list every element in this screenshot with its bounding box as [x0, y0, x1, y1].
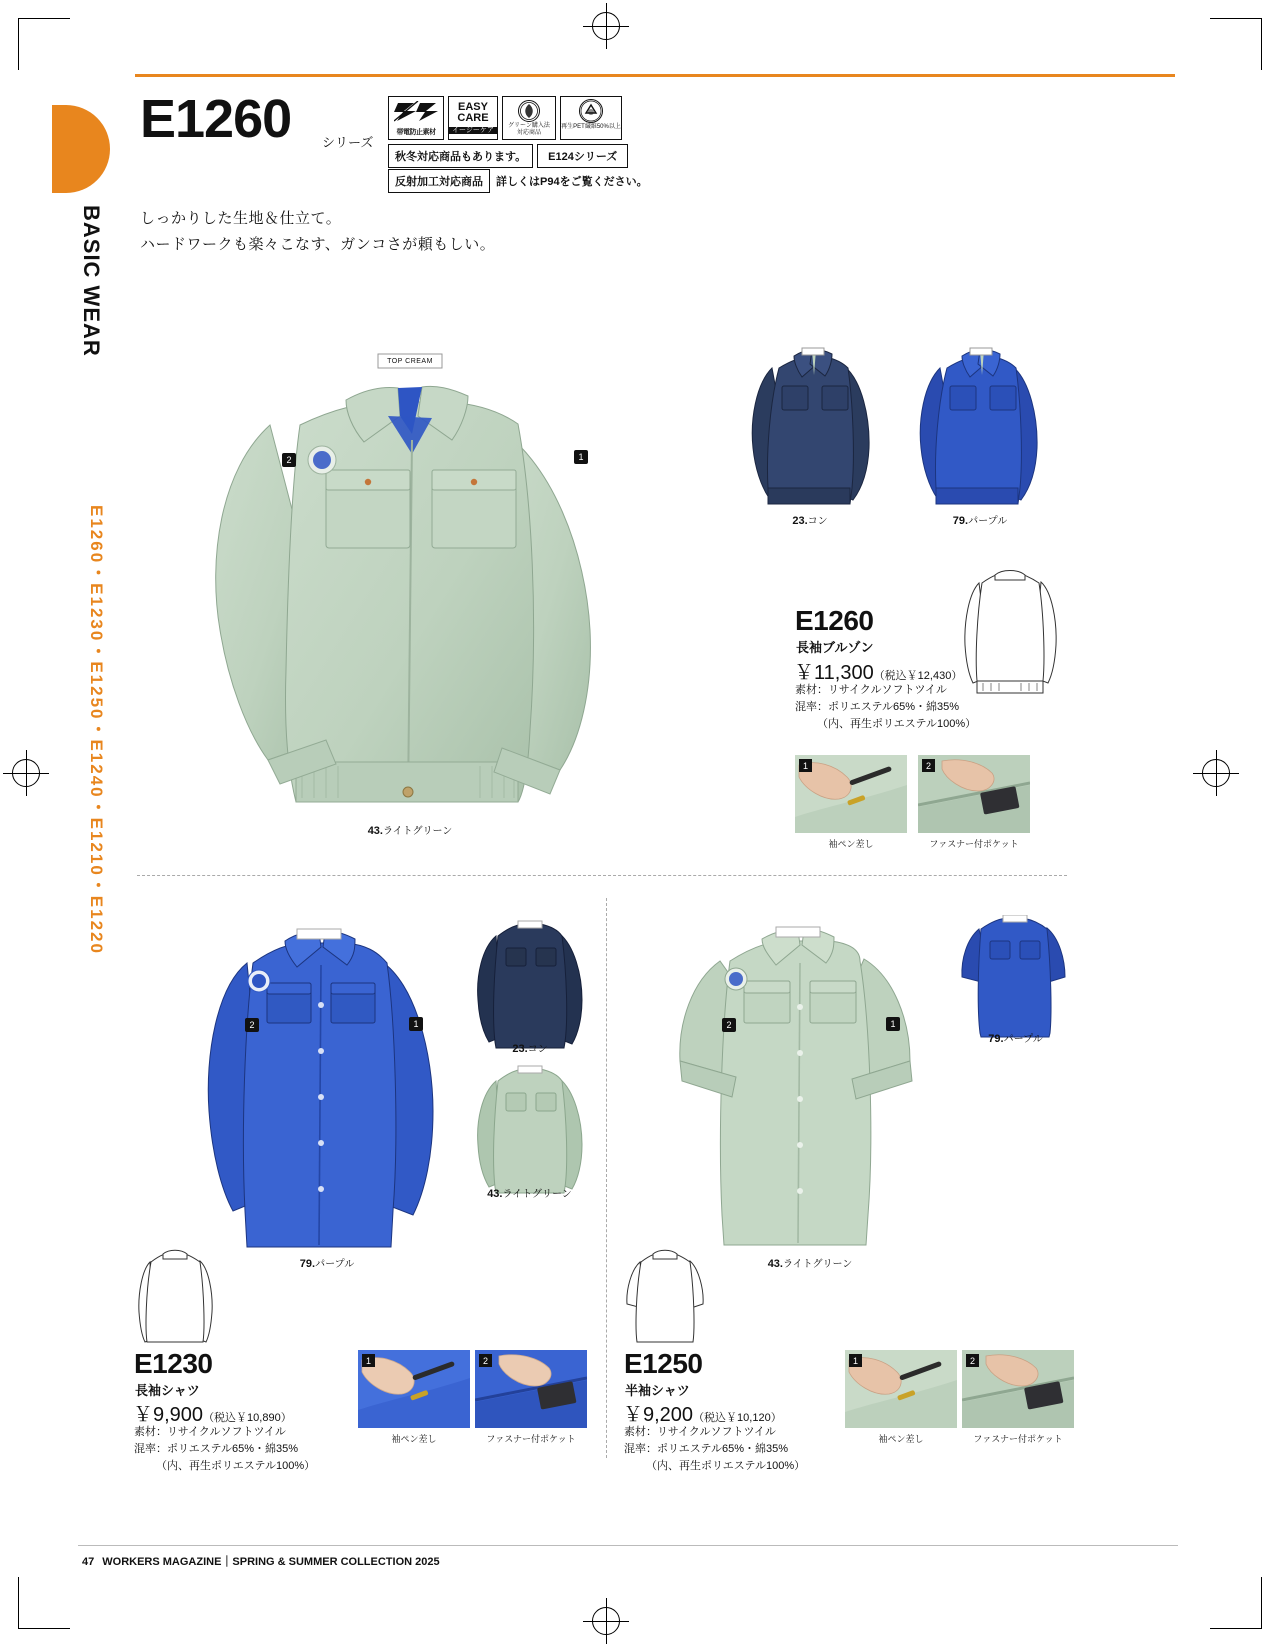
intro-text — [140, 206, 495, 257]
feature-tag-e1230-1: 1 — [362, 1354, 375, 1367]
easycare-line3: イージーケア — [449, 127, 497, 134]
product-price-value-e1230: ￥9,900 — [133, 1404, 204, 1426]
callout-2-e1260: 2 — [282, 453, 296, 467]
product-material-e1260: 素材：リサイクルソフトツイル — [795, 684, 947, 696]
feature-tag-e1230-2: 2 — [479, 1354, 492, 1367]
feature-tag-e1250-2: 2 — [966, 1354, 979, 1367]
product-blend-e1250: 混率：ポリエステル65%・綿35% — [624, 1443, 789, 1456]
product-code-e1260: E1260 — [795, 605, 874, 636]
season-note-row — [388, 144, 628, 168]
feature-thumb-e1250-2 — [962, 1350, 1074, 1445]
product-blend-sub-e1250: （内、再生ポリエステル100%） — [646, 1460, 806, 1473]
colorway-num-e1250-79: 79. — [988, 1033, 1004, 1045]
header-rule — [135, 74, 1175, 77]
callout-2-e1250: 2 — [722, 1018, 736, 1032]
badge-group — [388, 96, 622, 140]
section-divider-vertical — [606, 898, 607, 1458]
product-photo-e1260 — [150, 330, 670, 830]
colorway-num-e1260-23: 23. — [792, 515, 808, 527]
colorway-num-e1260-79: 79. — [952, 515, 969, 527]
feature-caption-e1250-1: 袖ペン差し — [878, 1434, 924, 1444]
crop-mark-bottom-right — [1210, 1577, 1262, 1629]
product-blend-sub-e1260: （内、再生ポリエステル100%） — [817, 718, 977, 731]
colorway-caption-e1230-43 — [462, 1185, 597, 1200]
feature-thumb-e1260-1 — [795, 755, 907, 850]
product-code-e1250: E1250 — [624, 1348, 703, 1379]
feature-thumb-e1250-1 — [845, 1350, 957, 1445]
colorway-caption-e1260-79 — [915, 512, 1045, 527]
feature-thumb-e1230-2 — [475, 1350, 587, 1445]
recycled-pet-badge-label: 再生PET繊維50%以上 — [561, 124, 621, 130]
colorway-num-e1230-23: 23. — [512, 1043, 528, 1055]
feature-tag-e1250-1: 1 — [849, 1354, 862, 1367]
product-material-e1230: 素材：リサイクルソフトツイル — [134, 1426, 286, 1438]
product-blend-e1260: 混率：ポリエステル65%・綿35% — [795, 701, 960, 714]
series-suffix-label: シリーズ — [322, 135, 374, 150]
product-price-e1250 — [623, 1398, 782, 1427]
easycare-badge — [448, 96, 498, 140]
crop-mark-top-right — [1210, 18, 1262, 70]
product-blend-sub-e1230: （内、再生ポリエステル100%） — [156, 1460, 316, 1473]
colorway-photo-e1250-79 — [955, 915, 1075, 1040]
feature-caption-e1250-2: ファスナー付ポケット — [973, 1434, 1063, 1444]
page-number: 47 — [82, 1556, 95, 1568]
photo-caption-num-e1230: 79. — [299, 1258, 316, 1270]
green-purchase-badge-label: グリーン購入法 対応商品 — [508, 123, 550, 137]
product-price-e1230 — [133, 1398, 292, 1427]
crop-mark-top-left — [18, 18, 70, 70]
photo-caption-e1260 — [310, 822, 510, 837]
feature-thumb-e1230-1 — [358, 1350, 470, 1445]
feature-caption-e1260-1: 袖ペン差し — [828, 839, 874, 849]
product-price-value-e1260: ￥11,300 — [794, 662, 874, 684]
product-spec-e1230 — [134, 1424, 364, 1475]
recycle-icon — [579, 99, 603, 123]
footer — [82, 1553, 440, 1569]
product-price-value-e1250: ￥9,200 — [623, 1404, 694, 1426]
callout-1-e1260: 1 — [574, 450, 588, 464]
colorway-label-e1230-43: ライトグリーン — [502, 1189, 572, 1200]
photo-caption-e1230 — [232, 1255, 422, 1270]
sidebar-tab — [52, 105, 110, 193]
footer-text: WORKERS MAGAZINE｜SPRING & SUMMER COLLECTION 2025 — [102, 1556, 440, 1568]
feature-caption-e1230-2: ファスナー付ポケット — [486, 1434, 576, 1444]
registration-mark-left — [3, 750, 49, 796]
feature-tag-e1260-2: 2 — [922, 759, 935, 772]
product-blend-e1230: 混率：ポリエステル65%・綿35% — [134, 1443, 299, 1456]
sidebar-category-label: BASIC WEAR — [79, 205, 104, 357]
season-note-value: E124シリーズ — [537, 144, 628, 168]
reflective-note-row — [388, 169, 648, 193]
product-photo-e1250 — [660, 925, 960, 1275]
product-price-e1260 — [794, 656, 962, 685]
product-code-e1230: E1230 — [134, 1348, 213, 1379]
sidebar-code-list: E1260・E1230・E1250・E1240・E1210・E1220 — [87, 505, 106, 955]
colorway-label-e1250-79: パープル — [1003, 1034, 1043, 1045]
page-title: E1260 — [140, 89, 292, 149]
intro-line-1: しっかりした生地＆仕立て。 — [140, 210, 342, 227]
colorway-caption-e1230-23 — [470, 1040, 590, 1055]
registration-mark-top — [583, 3, 629, 49]
recycled-pet-badge — [560, 96, 622, 140]
antistatic-badge — [388, 96, 444, 140]
colorway-photo-e1260-79 — [908, 340, 1048, 510]
line-art-back-e1230 — [130, 1248, 220, 1349]
callout-2-e1230: 2 — [245, 1018, 259, 1032]
product-price-tax-e1260: （税込￥12,430） — [873, 670, 963, 682]
intro-line-2: ハードワークも楽々こなす、ガンコさが頼もしい。 — [140, 235, 496, 253]
colorway-caption-e1250-79 — [953, 1030, 1078, 1045]
line-art-back-e1250 — [620, 1248, 710, 1349]
leaf-icon — [518, 100, 540, 122]
feature-caption-e1260-2: ファスナー付ポケット — [929, 839, 1019, 849]
antistatic-badge-label: 帯電防止素材 — [396, 129, 436, 136]
line-art-back-e1260 — [955, 565, 1065, 710]
photo-caption-num-e1260: 43. — [367, 825, 383, 837]
easycare-line1: EASY — [458, 100, 488, 113]
feature-tag-e1260-1: 1 — [799, 759, 812, 772]
reflective-note-label: 反射加工対応商品 — [388, 169, 490, 193]
product-name-e1250: 半袖シャツ — [625, 1383, 690, 1398]
colorway-photo-e1230-43 — [470, 1065, 590, 1195]
footer-rule — [78, 1545, 1178, 1546]
feature-caption-e1230-1: 袖ペン差し — [391, 1434, 437, 1444]
colorway-photo-e1260-23 — [740, 340, 880, 510]
feature-thumb-e1260-2 — [918, 755, 1030, 850]
green-purchase-badge — [502, 96, 556, 140]
colorway-caption-e1260-23 — [745, 512, 875, 527]
callout-1-e1250: 1 — [886, 1017, 900, 1031]
colorway-label-e1260-79: パープル — [968, 516, 1008, 527]
section-divider-horizontal — [137, 875, 1067, 876]
photo-caption-text-e1250: ライトグリーン — [782, 1259, 853, 1270]
crop-mark-bottom-left — [18, 1577, 70, 1629]
product-name-e1260: 長袖ブルゾン — [796, 640, 874, 655]
registration-mark-right — [1193, 750, 1239, 796]
colorway-photo-e1230-23 — [470, 920, 590, 1050]
colorway-num-e1230-43: 43. — [487, 1188, 503, 1200]
easycare-line2: CARE — [457, 112, 489, 125]
product-price-tax-e1250: （税込￥10,120） — [693, 1412, 782, 1424]
photo-caption-text-e1260: ライトグリーン — [382, 826, 453, 837]
product-material-e1250: 素材：リサイクルソフトツイル — [624, 1426, 776, 1438]
product-name-e1230: 長袖シャツ — [135, 1383, 200, 1398]
registration-mark-bottom — [583, 1598, 629, 1644]
photo-caption-num-e1250: 43. — [767, 1258, 783, 1270]
product-photo-e1230 — [185, 925, 475, 1275]
callout-1-e1230: 1 — [409, 1017, 423, 1031]
season-note-label: 秋冬対応商品もあります。 — [388, 144, 533, 168]
photo-caption-e1250 — [710, 1255, 910, 1270]
photo-caption-text-e1230: パープル — [315, 1259, 355, 1270]
colorway-label-e1230-23: コン — [527, 1044, 548, 1055]
product-spec-e1250 — [624, 1424, 854, 1475]
brand-tag-label: TOP CREAM — [387, 357, 433, 365]
reflective-note-text: 詳しくはP94をご覧ください。 — [496, 176, 648, 188]
colorway-label-e1260-23: コン — [807, 516, 828, 527]
lightning-icon — [394, 97, 438, 127]
product-price-tax-e1230: （税込￥10,890） — [203, 1412, 292, 1424]
